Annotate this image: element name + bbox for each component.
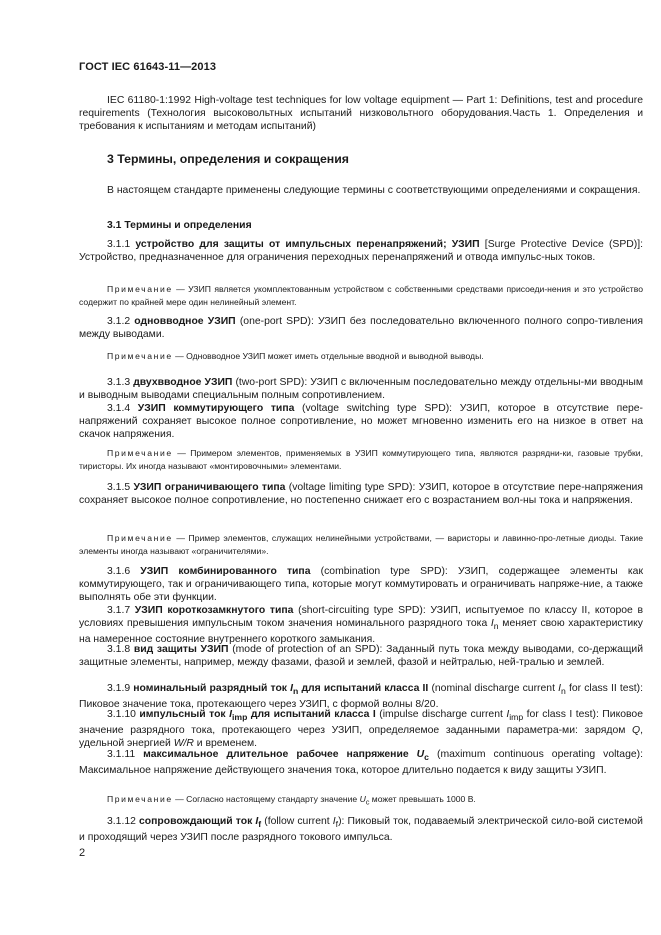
term-name: УЗИП комбинированного типа — [140, 566, 311, 577]
section-title: 3 Термины, определения и сокращения — [107, 152, 349, 166]
symbol-subscript: n — [493, 621, 499, 632]
term-name: максимальное длительное рабочее напряжение — [143, 749, 417, 760]
subsection-title: 3.1 Термины и определения — [107, 220, 252, 231]
term-definition: (one-port SPD): УЗИП без последовательно включенного полного сопро-тивления между выводами. — [79, 316, 643, 341]
note-label: Примечание — [107, 794, 173, 804]
term-definition: (voltage limiting type SPD): УЗИП, которое в отсутствие пере-напряжения сохраняет высокое полное сопротивление, но постепенно снижает его с возрастанием вол-ны тока и напряжения. — [79, 482, 643, 507]
note-3-1-1 — [79, 283, 643, 308]
term-number: 3.1.3 — [107, 377, 131, 388]
term-definition: (nominal discharge current — [428, 683, 559, 694]
term-definition: (voltage switching type SPD): УЗИП, которое в отсутствие пере-напряжений сохраняет высокое полное сопротивление, но может мгновенно изменить его на низкое в ответ на скачок напряжения. — [79, 403, 643, 441]
symbol-subscript: c — [365, 798, 370, 807]
term-3-1-12 — [79, 815, 643, 844]
symbol-u: U — [359, 794, 366, 804]
symbol-i-2: I — [506, 709, 510, 720]
term-name: УЗИП коммутирующего типа — [137, 403, 295, 414]
note-text: — Одновводное УЗИП может иметь отдельные вводной и выводной выводы. — [172, 351, 484, 361]
term-definition: [Surge Protective Device (SPD)]: Устройство, предназначенное для ограничения переходных перенапряжений и отвода импульс-ных токов. — [79, 239, 643, 264]
symbol-subscript: imp — [231, 712, 248, 723]
term-3-1-6 — [79, 565, 643, 605]
note-label: Примечание — [107, 448, 173, 458]
term-definition: (two-port SPD): УЗИП с включенным последовательно между отдельны-ми вводным и выводным выводами специальным полным сопротивлением. — [79, 377, 643, 402]
document-header: ГОСТ IEC 61643-11—2013 — [79, 61, 217, 73]
term-name: УЗИП ограничивающего типа — [133, 482, 286, 493]
term-definition-end: и временем. — [193, 738, 258, 750]
term-name: вид защиты УЗИП — [133, 644, 229, 655]
symbol-subscript: c — [424, 752, 429, 763]
term-3-1-2 — [79, 315, 643, 341]
term-definition-end: меняет свою характеристику на намеренное состояние внутреннего короткого замыкания. — [79, 618, 643, 646]
term-number: 3.1.1 — [107, 239, 131, 250]
term-definition: (follow current — [261, 816, 333, 827]
note-label: Примечание — [107, 533, 173, 543]
page-number: 2 — [79, 847, 86, 859]
term-definition-end: for class II test): Пиковое значение тока, протекающего через УЗИП, с формой волны 8/20. — [79, 683, 644, 711]
symbol-subscript: n — [293, 686, 299, 697]
note-3-1-11 — [79, 793, 643, 809]
term-name: УЗИП короткозамкнутого типа — [134, 605, 294, 616]
term-definition: (combination type SPD): УЗИП, содержащее элементы как коммутирующего, так и ограничивающего типа, которые могут коммутировать и ограничивать напряже-ние, а также выполнять обе эти функции. — [79, 566, 644, 604]
term-3-1-4 — [79, 402, 643, 442]
note-3-1-5 — [79, 532, 643, 557]
term-name: сопровождающий ток — [138, 816, 256, 827]
term-name: двухвводное УЗИП — [133, 377, 233, 388]
term-number: 3.1.10 — [107, 709, 136, 720]
term-number: 3.1.9 — [107, 683, 131, 694]
term-definition-end: ): Пиковый ток, подаваемый электрической сило-вой системой и проходящий через УЗИП после разрядного токового импульса. — [79, 816, 643, 844]
term-name: номинальный разрядный ток — [133, 683, 291, 694]
symbol-i-2: I — [558, 683, 561, 694]
symbol-i: I — [255, 816, 259, 827]
note-label: Примечание — [107, 284, 173, 294]
note-text: — Согласно настоящему стандарту значение — [172, 794, 360, 804]
term-definition-mid: for class I test): Пиковое значение разрядного тока, протекающего через УЗИП, определяемое заданными параметра-ми: зарядом — [79, 709, 643, 737]
term-number: 3.1.7 — [107, 605, 131, 616]
term-3-1-3 — [79, 376, 643, 402]
term-name-end: для испытаний класса II — [298, 683, 429, 694]
note-label: Примечание — [107, 351, 173, 361]
symbol-u: U — [416, 749, 425, 760]
term-name: импульсный ток — [139, 709, 230, 720]
term-definition-mid2: , удельной энергией — [79, 725, 643, 750]
term-definition: (maximum continuous operating voltage): Максимальное напряжение действующего значения тока, которое длительно подается к виду защиты УЗИП. — [79, 749, 643, 777]
term-3-1-8 — [79, 643, 643, 669]
term-3-1-5 — [79, 481, 643, 507]
normative-reference: IEC 61180-1:1992 High-voltage test techniques for low voltage equipment — Part 1: Definitions, test and procedure requirements (Технология высоковольтных испытаний низковольтного оборудования.Часть 1. Определения и требования к испытаниям и методам испытаний) — [79, 95, 643, 133]
term-number: 3.1.2 — [107, 316, 131, 327]
symbol-i-2: I — [332, 816, 336, 827]
symbol-subscript-2: n — [560, 686, 566, 697]
term-3-1-11 — [79, 748, 643, 777]
symbol-subscript-2: f — [335, 819, 339, 830]
term-number: 3.1.6 — [107, 566, 131, 577]
term-definition: (mode of protection of an SPD): Заданный путь тока между выводами, со-держащий защитные элементы, например, между фазами, фазой и землей, фазой и нейтралью, ней-тралью и землей. — [79, 644, 644, 669]
term-number: 3.1.12 — [107, 816, 136, 827]
symbol-subscript-2: imp — [509, 712, 524, 723]
term-number: 3.1.11 — [107, 749, 136, 760]
term-3-1-7 — [79, 604, 643, 647]
term-number: 3.1.8 — [107, 644, 131, 655]
term-name: одновводное УЗИП — [134, 316, 236, 327]
note-3-1-2 — [79, 350, 643, 363]
term-number: 3.1.5 — [107, 482, 131, 493]
section-intro: В настоящем стандарте применены следующие термины с соответствующими определениями и сокращения. — [107, 185, 641, 196]
symbol-i: I — [229, 709, 232, 720]
symbol-wr: W/R — [173, 738, 194, 750]
term-name-end: для испытаний класса I — [247, 709, 376, 720]
symbol-i: I — [490, 618, 494, 630]
note-text: — Примером элементов, применяемых в УЗИП коммутирующего типа, являются разрядни-ки, газовые трубки, тиристоры. Их иногда называют «монтировочными» элементами. — [79, 448, 643, 471]
note-text-end: может превышать 1000 В. — [369, 794, 476, 804]
symbol-subscript: f — [258, 819, 262, 830]
term-definition: (impulse discharge current — [375, 709, 507, 720]
symbol-i: I — [290, 683, 294, 694]
term-3-1-1 — [79, 238, 643, 264]
term-number: 3.1.4 — [107, 403, 131, 414]
note-3-1-4 — [79, 447, 643, 472]
note-text: — УЗИП является укомплектованным устройством с собственными средствами присоеди-нения и это устройство содержит по крайней мере один нелинейный элемент. — [79, 284, 643, 307]
term-definition: (short-circuiting type SPD): УЗИП, испытуемое по классу II, которое в условиях превышения импульсным током значения номинального разрядного тока — [79, 605, 643, 630]
note-text: — Пример элементов, служащих нелинейными устройствами, — варисторы и лавинно-про-летные диоды. Такие элементы иногда называют «ограничителями». — [79, 533, 643, 556]
symbol-q: Q — [632, 725, 641, 737]
term-3-1-10 — [79, 708, 643, 751]
term-name: устройство для защиты от импульсных перенапряжений; УЗИП — [135, 239, 480, 250]
